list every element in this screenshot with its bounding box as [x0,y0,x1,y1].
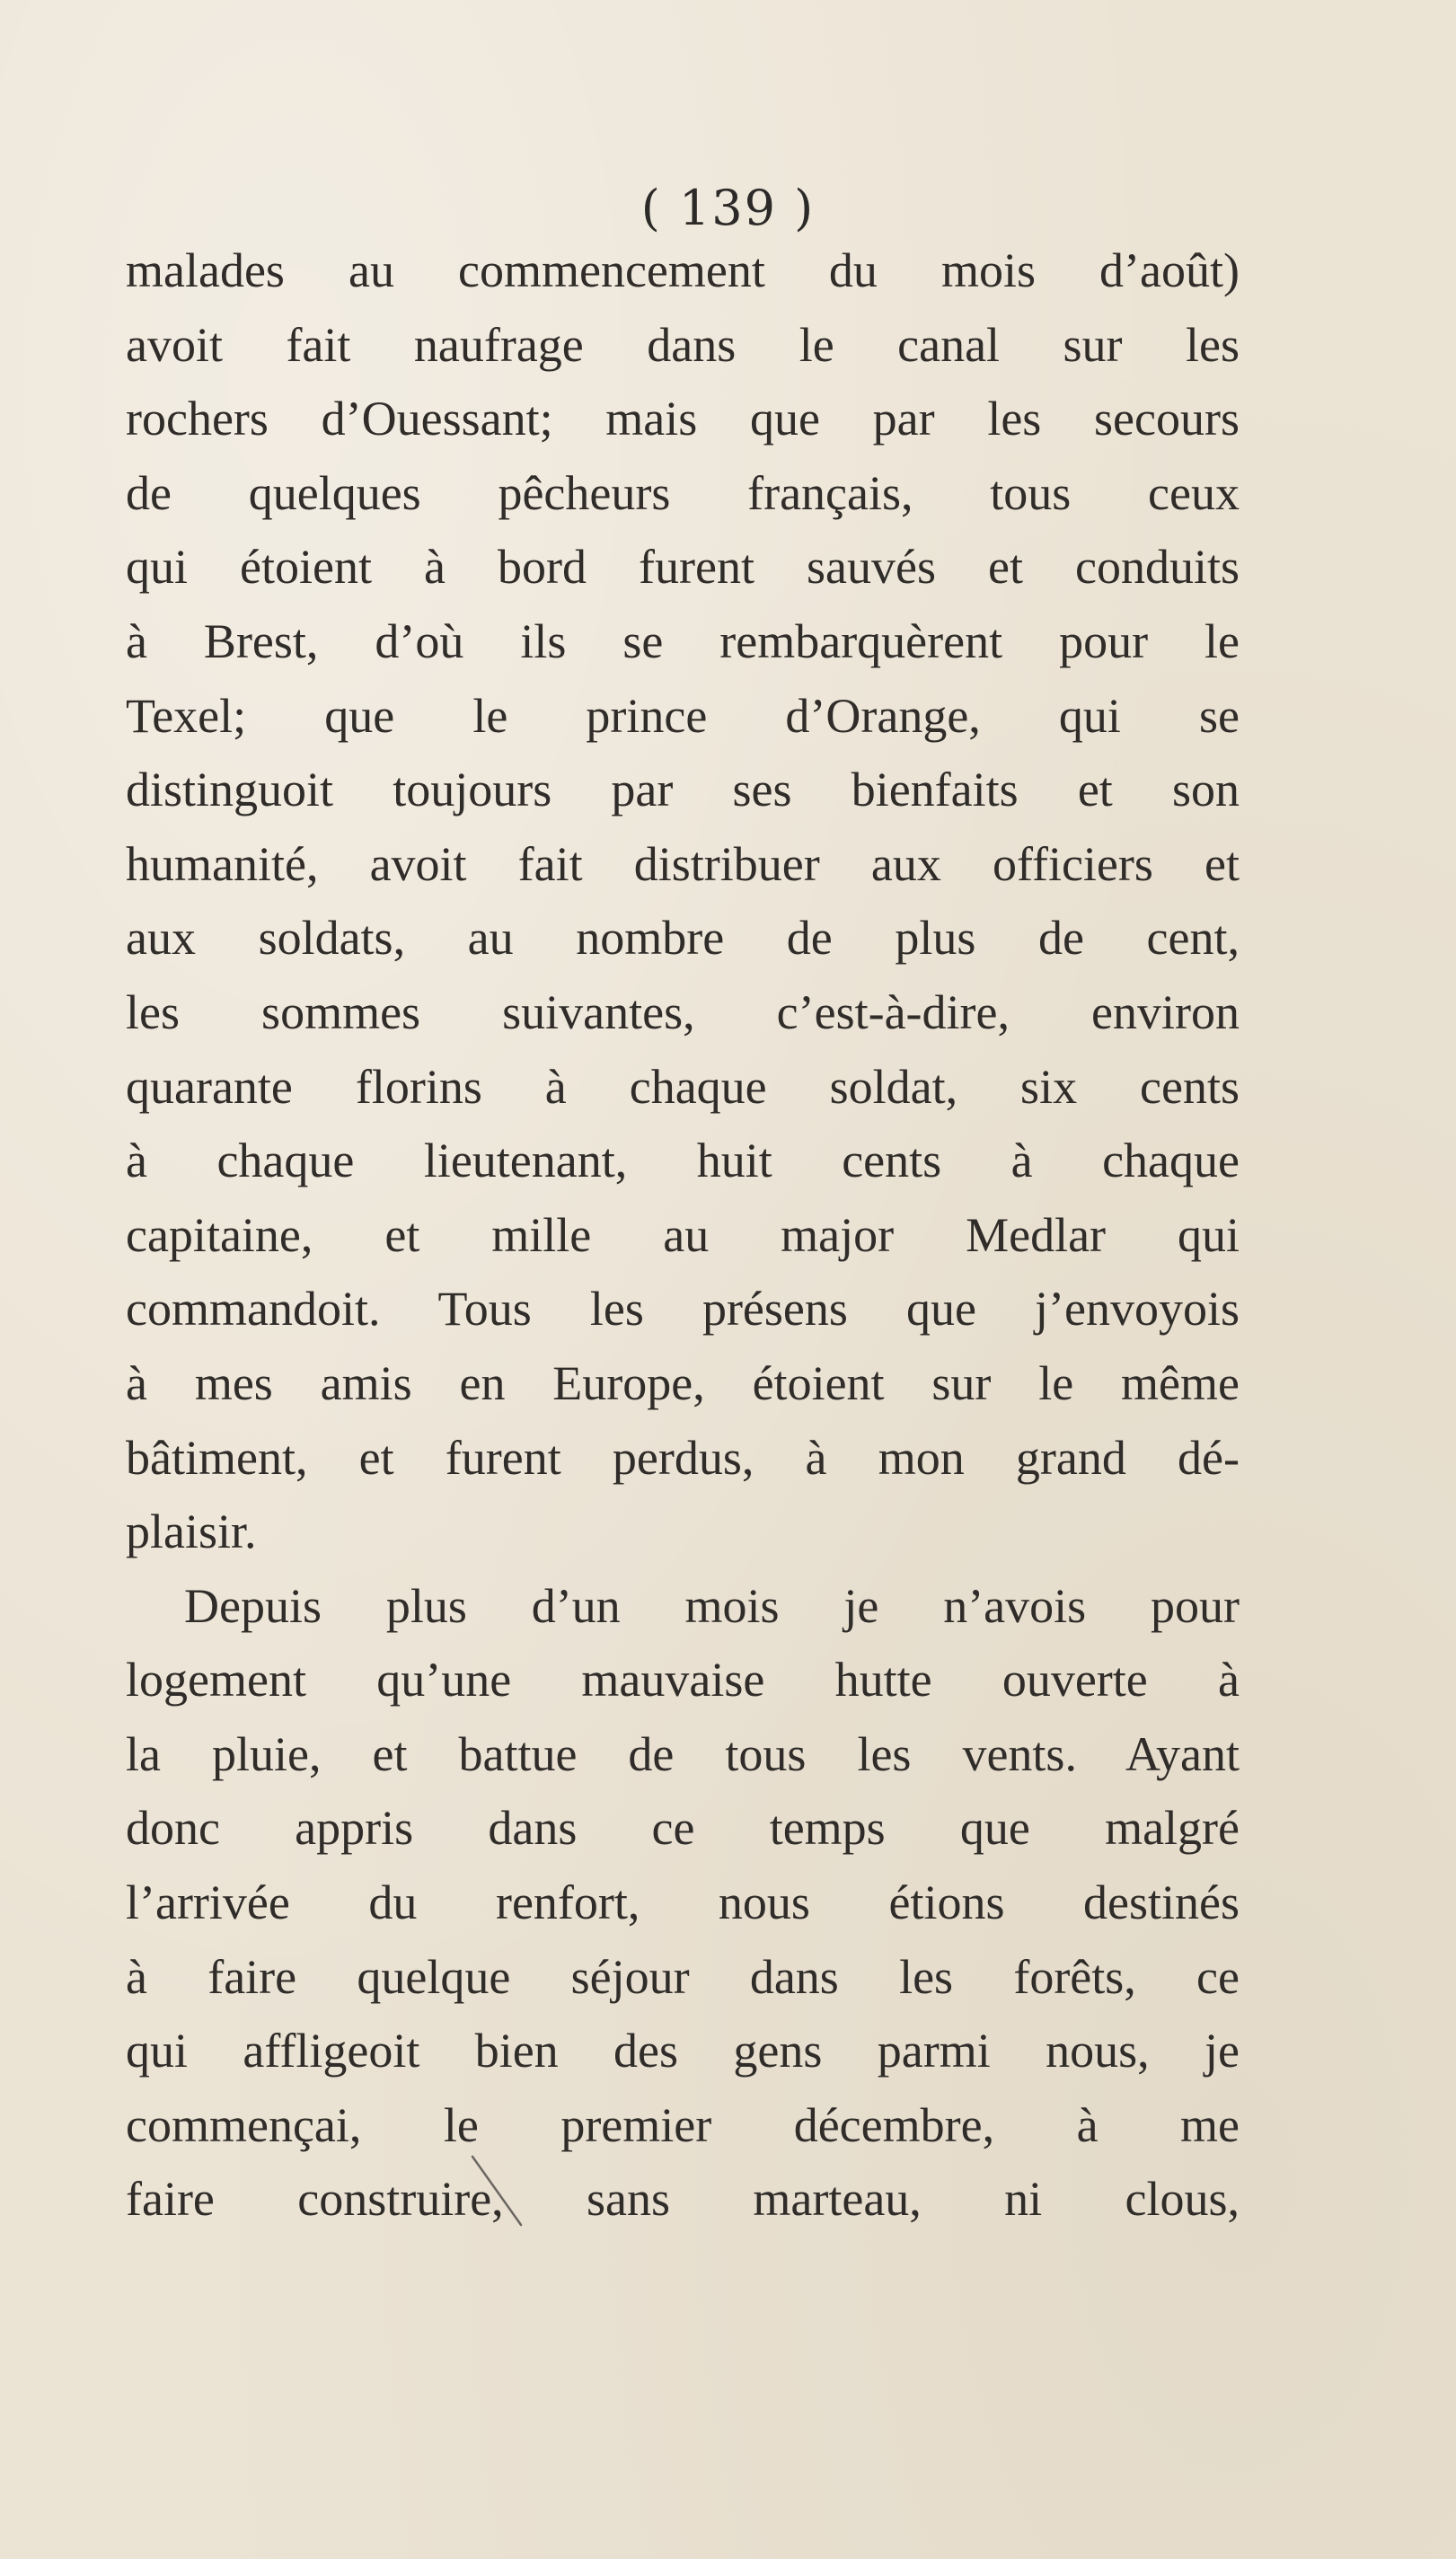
text-line: de quelques pêcheurs français, tous ceux [126,465,1240,520]
text-line: Depuis plus d’un mois je n’avois pour [184,1578,1240,1633]
text-line: l’arrivée du renfort, nous étions destinés [126,1875,1240,1930]
pencil-mark [467,2151,548,2250]
text-line: qui étoient à bord furent sauvés et conduits [126,540,1240,595]
text-line: à faire quelque séjour dans les forêts, ce [126,1949,1240,2004]
text-line: humanité, avoit fait distribuer aux officiers et [126,836,1240,891]
text-line: faire construire, sans marteau, ni clous, [126,2172,1240,2227]
text-line: capitaine, et mille au major Medlar qui [126,1207,1240,1262]
text-line: rochers d’Ouessant; mais que par les secours [126,392,1240,446]
page-number: ( 139 ) [640,180,816,236]
text-line: à Brest, d’où ils se rembarquèrent pour le [126,613,1240,668]
text-line: commandoit. Tous les présens que j’envoyois [126,1282,1240,1337]
text-line: quarante florins à chaque soldat, six cents [126,1059,1240,1114]
text-line: à mes amis en Europe, étoient sur le même [126,1355,1240,1410]
text-line: les sommes suivantes, c’est-à-dire, environ [126,984,1240,1039]
text-line: avoit fait naufrage dans le canal sur les [126,317,1240,372]
text-line: Texel; que le prince d’Orange, qui se [126,688,1240,743]
text-line: la pluie, et battue de tous les vents. Ayant [126,1726,1240,1781]
text-line: aux soldats, au nombre de plus de cent, [126,911,1240,966]
text-line: commençai, le premier décembre, à me [126,2097,1240,2152]
text-line: à chaque lieutenant, huit cents à chaque [126,1134,1240,1188]
text-line: distinguoit toujours par ses bienfaits et son [126,763,1240,817]
text-line: plaisir. [126,1505,257,1559]
text-line: malades au commencement du mois d’août) [126,243,1240,297]
text-line: donc appris dans ce temps que malgré [126,1801,1240,1856]
text-line: qui affligeoit bien des gens parmi nous, je [126,2024,1240,2078]
text-line: logement qu’une mauvaise hutte ouverte à [126,1653,1240,1707]
text-line: bâtiment, et furent perdus, à mon grand dé- [126,1430,1240,1485]
body-text [126,234,1240,2237]
